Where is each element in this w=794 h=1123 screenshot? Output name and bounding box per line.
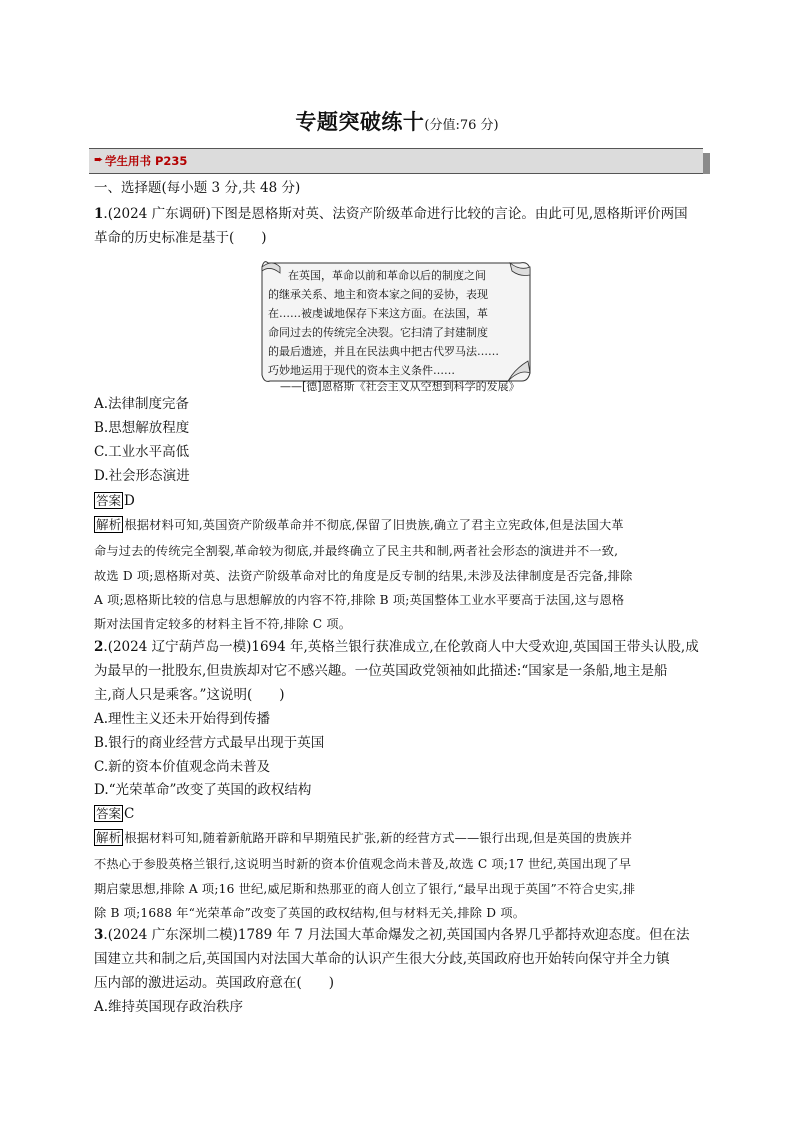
question-1-stem-line-2: 革命的历史标准是基于( ) [94,230,267,246]
question-2-stem-line-2: 为最早的一批股东,但贵族却对它不感兴趣。一位英国政党领袖如此描述:“国家是一条船,地主是船 [94,663,668,679]
quote-note [258,257,532,393]
q1-option-d: D.社会形态演进 [94,468,190,484]
q2-option-c: C.新的资本价值观念尚未普及 [94,759,271,775]
question-3-stem-line-2: 国建立共和制之后,英国国内对法国大革命的认识产生很大分歧,英国政府也开始转向保守并全力镇 [94,951,670,967]
question-number: 3 [94,927,104,943]
q2-analysis-line-4: 除 B 项;1688 年“光荣革命”改变了英国的政权结构,但与材料无关,排除 D 项。 [94,906,526,920]
q2-option-b: B.银行的商业经营方式最早出现于英国 [94,735,325,751]
analysis-tag: 解析 [96,830,122,845]
question-3-stem [94,925,690,945]
answer-tag: 答案 [96,493,122,508]
question-number: 1 [94,206,104,222]
question-1-line-1: .(2024 广东调研)下图是恩格斯对英、法资产阶级革命进行比较的言论。由此可见,恩格斯评价两国 [103,206,688,222]
q1-answer-value: D [124,493,135,509]
question-3-line-1: .(2024 广东深圳二模)1789 年 7 月法国大革命爆发之初,英国国内各界几乎都持欢迎态度。但在法 [103,927,690,943]
score-note: (分值:76 分) [424,118,499,133]
question-2-stem-line-3: 主,商人只是乘客。”这说明( ) [94,687,285,703]
reference-bar [89,148,703,174]
q1-analysis-text: 根据材料可知,英国资产阶级革命并不彻底,保留了旧贵族,确立了君主立宪政体,但是法国大革 [124,518,624,532]
analysis-tag: 解析 [96,517,122,532]
q2-answer-value: C [124,806,135,822]
question-1-stem [94,204,688,224]
question-number: 2 [94,639,104,655]
q1-answer [94,491,135,511]
question-2-line-1: .(2024 辽宁葫芦岛一模)1694 年,英格兰银行获准成立,在伦敦商人中大受欢迎,英国国王带头认股,成 [103,639,699,655]
section-heading: 一、选择题(每小题 3 分,共 48 分) [94,180,301,196]
q2-analysis-text: 根据材料可知,随着新航路开辟和早期殖民扩张,新的经营方式——银行出现,但是英国的贵族并 [124,831,633,845]
quote-line: 的继承关系、地主和资本家之间的妥协，表现 [268,288,488,301]
answer-tag: 答案 [96,806,122,821]
quote-line: 在……被虔诚地保存下来这方面。在法国，革 [268,307,488,320]
question-3-stem-line-3: 压内部的激进运动。英国政府意在( ) [94,975,335,991]
q1-analysis-line-1 [94,515,624,535]
title-text: 专题突破练十 [295,110,425,134]
quote-line: 命同过去的传统完全决裂。它扫清了封建制度 [268,326,488,339]
question-2-stem [94,637,699,657]
q1-option-b: B.思想解放程度 [94,420,190,436]
arrow-icon: ➨ [94,153,104,166]
student-book-page: 学生用书 P235 [105,154,188,168]
quote-line: 巧妙地运用于现代的资本主义条件…… [268,364,455,377]
quote-line: 的最后遗迹，并且在民法典中把古代罗马法…… [268,345,499,358]
q2-option-a: A.理性主义还未开始得到传播 [94,711,271,727]
quote-line: 在英国，革命以前和革命以后的制度之间 [288,269,486,282]
q2-answer [94,804,134,824]
q2-analysis-line-2: 不热心于参股英格兰银行,这说明当时新的资本价值观念尚未普及,故选 C 项;17 世纪,英国出现了早 [94,857,632,871]
q1-option-a: A.法律制度完备 [94,396,190,412]
q3-option-a: A.维持英国现存政治秩序 [94,999,244,1015]
q2-analysis-line-3: 期启蒙思想,排除 A 项;16 世纪,威尼斯和热那亚的商人创立了银行,“最早出现于英国”不符合史实,排 [94,882,636,896]
quote-source: ——[德]恩格斯《社会主义从空想到科学的发展》 [280,380,520,393]
q1-analysis-line-5: 斯对法国肯定较多的材料主旨不符,排除 C 项。 [94,617,352,631]
bar-shadow [703,153,710,174]
q1-option-c: C.工业水平高低 [94,444,190,460]
q1-analysis-line-2: 命与过去的传统完全割裂,革命较为彻底,并最终确立了民主共和制,两者社会形态的演进并不一致, [94,544,619,558]
q1-analysis-line-3: 故选 D 项;恩格斯对英、法资产阶级革命对比的角度是反专制的结果,未涉及法律制度是否完备,排除 [94,569,633,583]
page-title [0,106,794,136]
q2-analysis-line-1 [94,828,632,848]
q1-analysis-line-4: A 项;恩格斯比较的信息与思想解放的内容不符,排除 B 项;英国整体工业水平要高于法国,这与恩格 [94,593,625,607]
q2-option-d: D.“光荣革命”改变了英国的政权结构 [94,782,312,798]
